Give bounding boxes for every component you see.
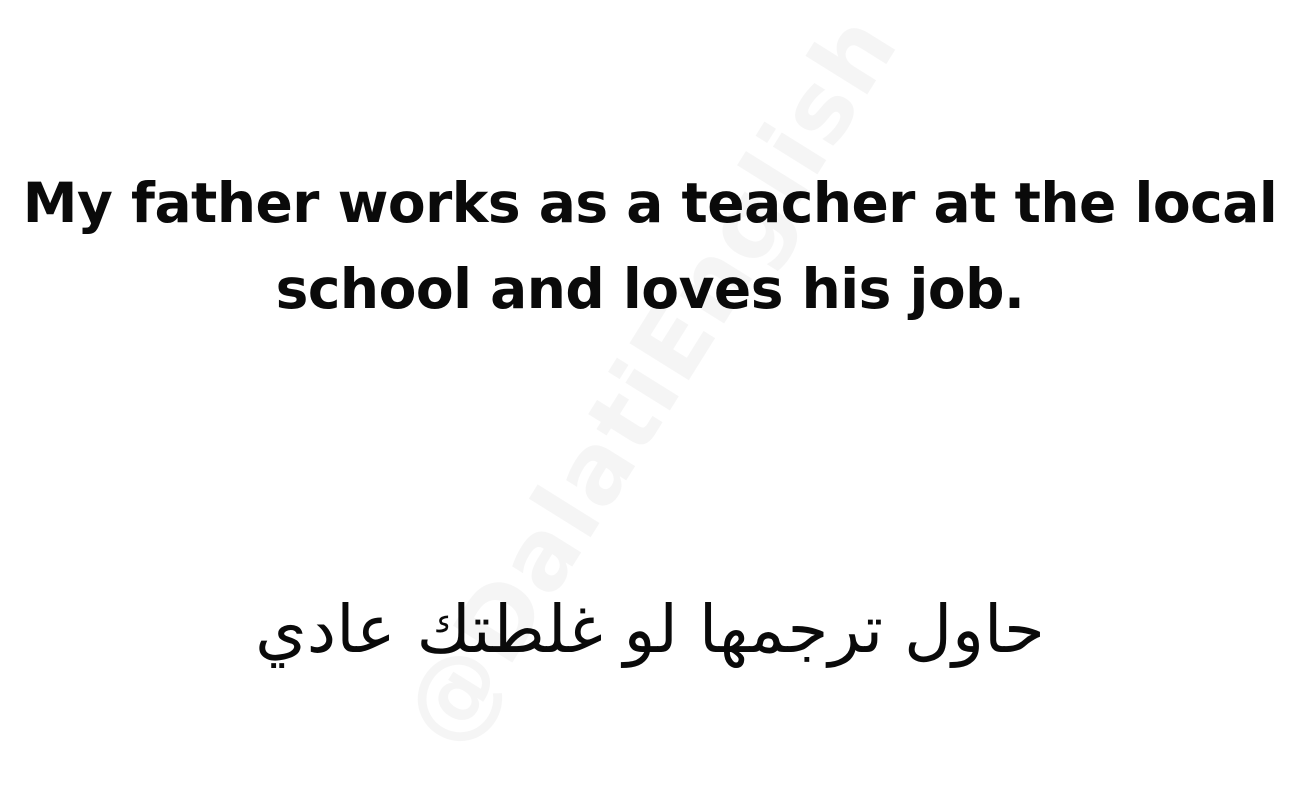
arabic-instruction: حاول ترجمها لو غلطتك عادي (255, 591, 1045, 668)
sentence-line-2: school and loves his job. (275, 257, 1025, 321)
english-sentence (0, 160, 1300, 332)
sentence-line-1: My father works as a teacher at the local (22, 171, 1278, 235)
